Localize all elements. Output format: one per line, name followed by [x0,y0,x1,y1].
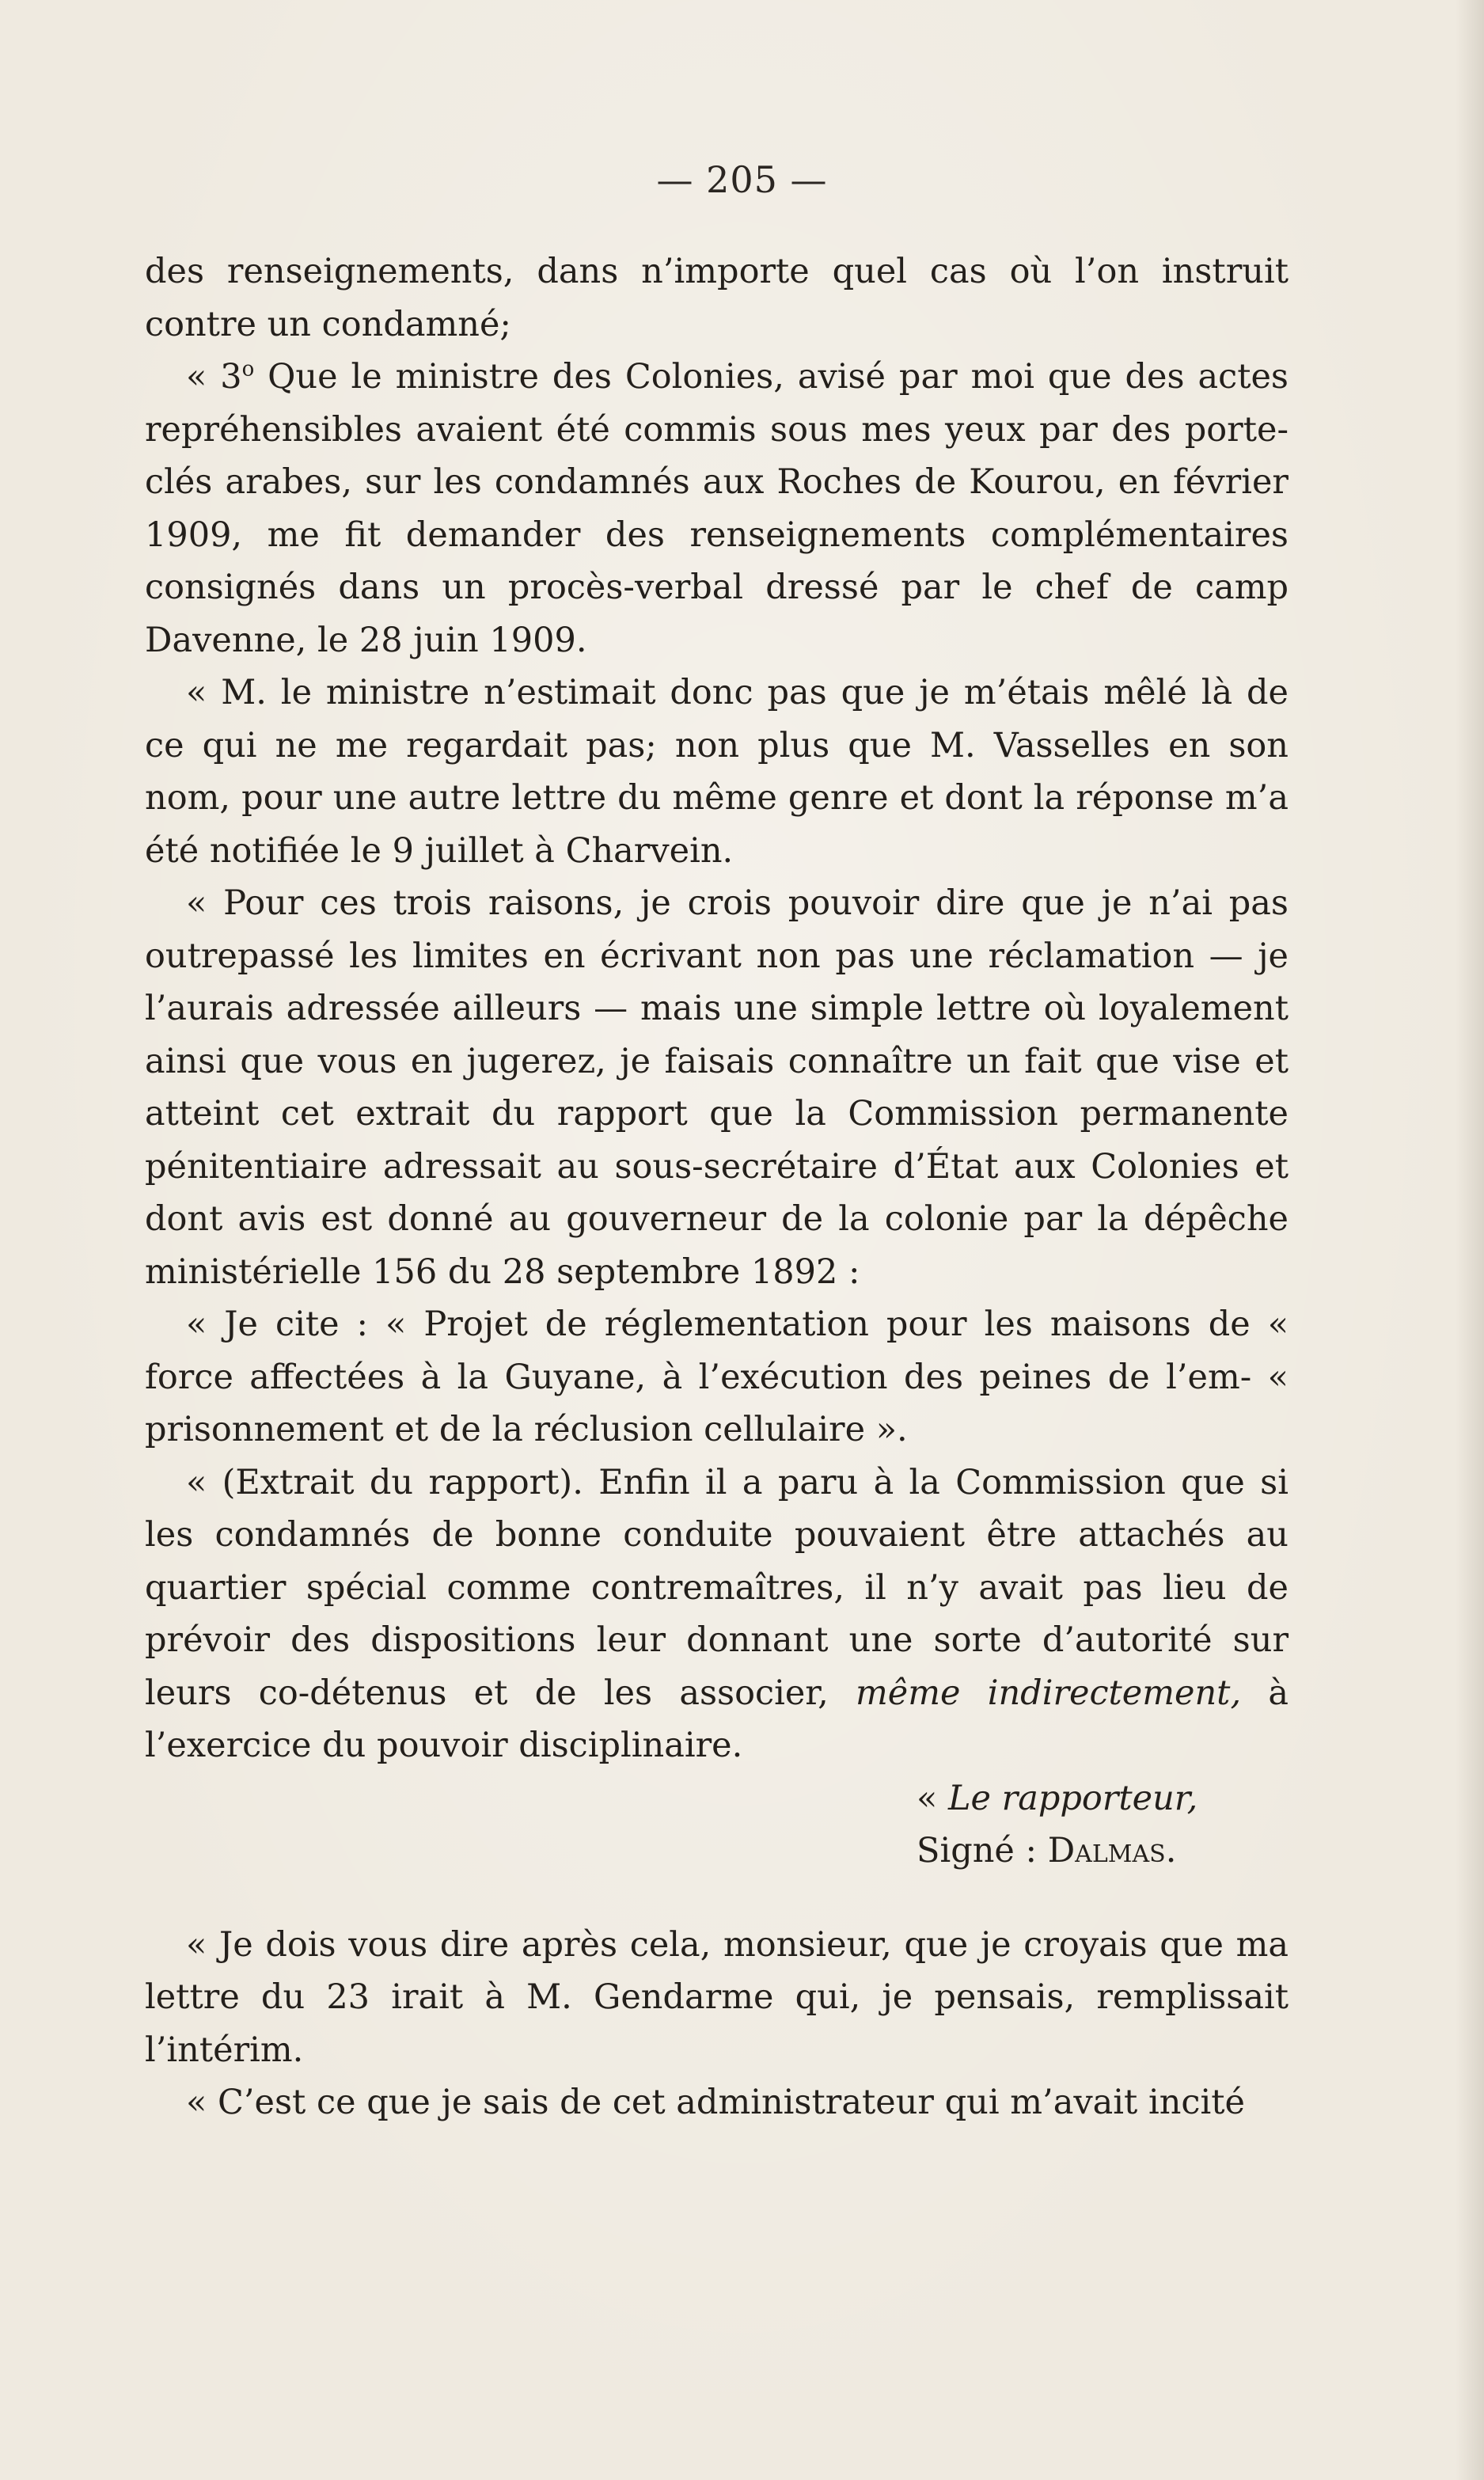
page-number: — 205 — [656,158,828,201]
signature-signed: Signé : [917,1831,1048,1870]
signature-role-line [145,1772,1289,1825]
signature-role: Le rapporteur, [947,1778,1198,1818]
signature-name: Dalmas. [1047,1831,1177,1870]
paragraph-6 [145,1456,1289,1772]
item-number: 3 [220,357,242,397]
paragraph-6-text-a: « (Extrait du rapport). Enfin il a paru à la Commission que si les condamnés de bonne conduite pouvaient être attachés au quartier spécial comme contremaîtres, il n’y avait pas lieu de prévoir des dispositions leur donnant une sorte d’autorité sur leurs co-détenus et de les associer, [145,1462,1289,1713]
paragraph-3: « M. le ministre n’estimait donc pas que je m’étais mêlé là de ce qui ne me regardait pas; non plus que M. Vasselles en son nom, pour une autre lettre du même genre et dont la réponse m’a été notifiée le 9 juillet à Charvein. [145,673,1289,871]
paragraph-2: « 3$^o$ Que le ministre des Colonies, avisé par moi que des actes repréhensibles avaient été commis sous mes yeux par des porte-clés arabes, sur les condamnés aux Roches de Kourou, en février 1909, me fit demander des renseignements complémentaires consignés dans un procès-verbal dressé par le chef de camp Davenne, le 28 juin 1909. [145,357,1289,660]
paragraph-8: « C’est ce que je sais de cet administrateur qui m’avait incité [186,2083,1245,2122]
paragraph-6-text-b: à l’exercice du pouvoir disciplinaire. [145,1673,1289,1765]
paragraph-5: « Je cite : « Projet de réglementation pour les maisons de « force affectées à la Guyane, à l’exécution des peines de l’em- « prisonnement et de la réclusion cellulaire ». [145,1305,1289,1449]
paragraph-6-italic: même indirectement, [856,1673,1242,1713]
body-text [145,245,1289,2129]
signature-name-line [145,1825,1289,1878]
paragraph-2-text: Que le ministre des Colonies, avisé par moi que des actes repréhensibles avaient été commis sous mes yeux par des porte-clés arabes, sur les condamnés aux Roches de Kourou, en février 1909, me fit demander des renseignements complémentaires consignés dans un procès-verbal dressé par le chef de camp Davenne, le 28 juin 1909. [145,357,1289,660]
page-edge-shadow [1456,0,1484,2480]
paragraph-7: « Je dois vous dire après cela, monsieur, que je croyais que ma lettre du 23 irait à M. Gendarme qui, je pensais, remplissait l’intérim. [145,1924,1289,2070]
signature-quote: « [917,1778,948,1818]
ordinal-superscript: o [241,357,255,382]
paragraph-1: des renseignements, dans n’importe quel cas où l’on instruit contre un condamné; [145,252,1289,344]
paragraph-4: « Pour ces trois raisons, je crois pouvoir dire que je n’ai pas outrepassé les limites en écrivant non pas une réclamation — je l’aurais adressée ailleurs — mais une simple lettre où loyalement ainsi que vous en jugerez, je faisais connaître un fait que vise et atteint cet extrait du rapport que la Commission permanente pénitentiaire adressait au sous-secrétaire d’État aux Colonies et dont avis est donné au gouverneur de la colonie par la dépêche ministérielle 156 du 28 septembre 1892 : [145,883,1289,1292]
